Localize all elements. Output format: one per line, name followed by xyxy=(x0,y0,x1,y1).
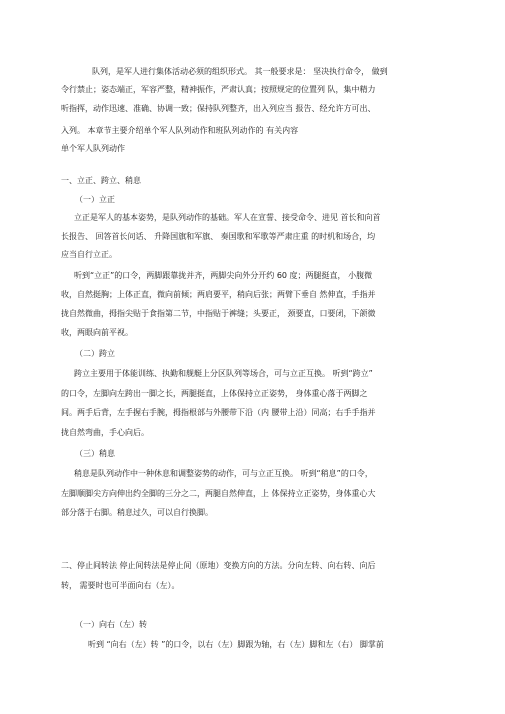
paragraph-line: 的口令，左脚向左跨出一脚之长，两腿挺直，上体保持立正姿势， 身体重心落于两脚之 xyxy=(61,389,368,398)
paragraph-line: 听到 “向右（左）转 ”的口令，以右（左）脚跟为轴，右（左）脚和左（右） 脚掌前 xyxy=(88,640,384,649)
paragraph-line: 左脚顺脚尖方向伸出约全脚的三分之二，两腿自然伸直，上 体保持立正姿势，身体重心大 xyxy=(61,489,376,498)
chapter-subtitle: 单个军人队列动作 xyxy=(61,144,125,153)
subsection-heading: （一）向右（左）转 xyxy=(75,620,147,629)
paragraph-line: 收，自然挺胸；上体正直，微向前倾；两肩要平，稍向后张；两臂下垂自 然伸直，手指并 xyxy=(61,290,376,299)
paragraph-line: 听到“立正”的口令，两脚跟靠拢并齐，两脚尖向外分开约 60 度；两腿挺直， 小腹微 xyxy=(74,271,373,280)
intro-line: 入列。 本章节主要介绍单个军人队列动作和班队列动作的 有关内容 xyxy=(61,126,299,135)
section-heading: 二、停止间转法 停止间转法是停止间（原地）变换方向的方法。分向左转、向右转、向后 xyxy=(61,561,376,570)
paragraph-line: 立正是军人的基本姿势，是队列动作的基础。军人在宣誓、接受命令、进见 首长和向首 xyxy=(74,213,381,222)
paragraph-line: 部分落于右脚。稍息过久，可以自行换脚。 xyxy=(61,508,213,517)
paragraph-line: 间。两手后背，左手握右手腕，拇指根部与外腰带下沿（内 腰带上沿）同高；右手手指并 xyxy=(61,408,376,417)
paragraph-line: 收，两眼向前平视。 xyxy=(61,328,133,337)
subsection-heading: （一）立正 xyxy=(75,195,115,204)
subsection-heading: （三）稍息 xyxy=(75,449,115,458)
paragraph-line: 应当自行立正。 xyxy=(61,250,117,259)
paragraph-line: 跨立主要用于体能训练、执勤和舰艇上分区队列等场合，可与立正互换。 听到“跨立” xyxy=(74,369,373,378)
section-heading-continued: 转， 需要时也可半面向右（左）。 xyxy=(61,581,180,590)
intro-line: 令行禁止；姿态端正，军容严整，精神振作，严肃认真；按照规定的位置列 队，集中精力 xyxy=(61,85,376,94)
subsection-heading: （二）跨立 xyxy=(75,349,115,358)
section-heading: 一、立正、跨立、稍息 xyxy=(61,176,141,185)
paragraph-line: 稍息是队列动作中一种休息和调整姿势的动作，可与立正互换。 听到“稍息”的口令， xyxy=(74,469,373,478)
paragraph-line: 拢自然弯曲，手心向后。 xyxy=(61,428,149,437)
intro-line: 听指挥，动作迅速、准确、协调一致；保持队列整齐，出入列应当 报告、经允许方可出、 xyxy=(61,104,376,113)
paragraph-line: 拢自然微曲，拇指尖贴于食指第二节，中指贴于裤缝；头要正， 颈要直，口要闭，下颌微 xyxy=(61,309,376,318)
intro-line: 队列，是军人进行集体活动必须的组织形式。 其一般要求是： 坚决执行命令， 做到 xyxy=(92,67,388,76)
paragraph-line: 长报告、 回答首长问话、 升降国旗和军旗、 奏国歌和军歌等严肃庄重 的时机和场合，均 xyxy=(61,232,376,241)
